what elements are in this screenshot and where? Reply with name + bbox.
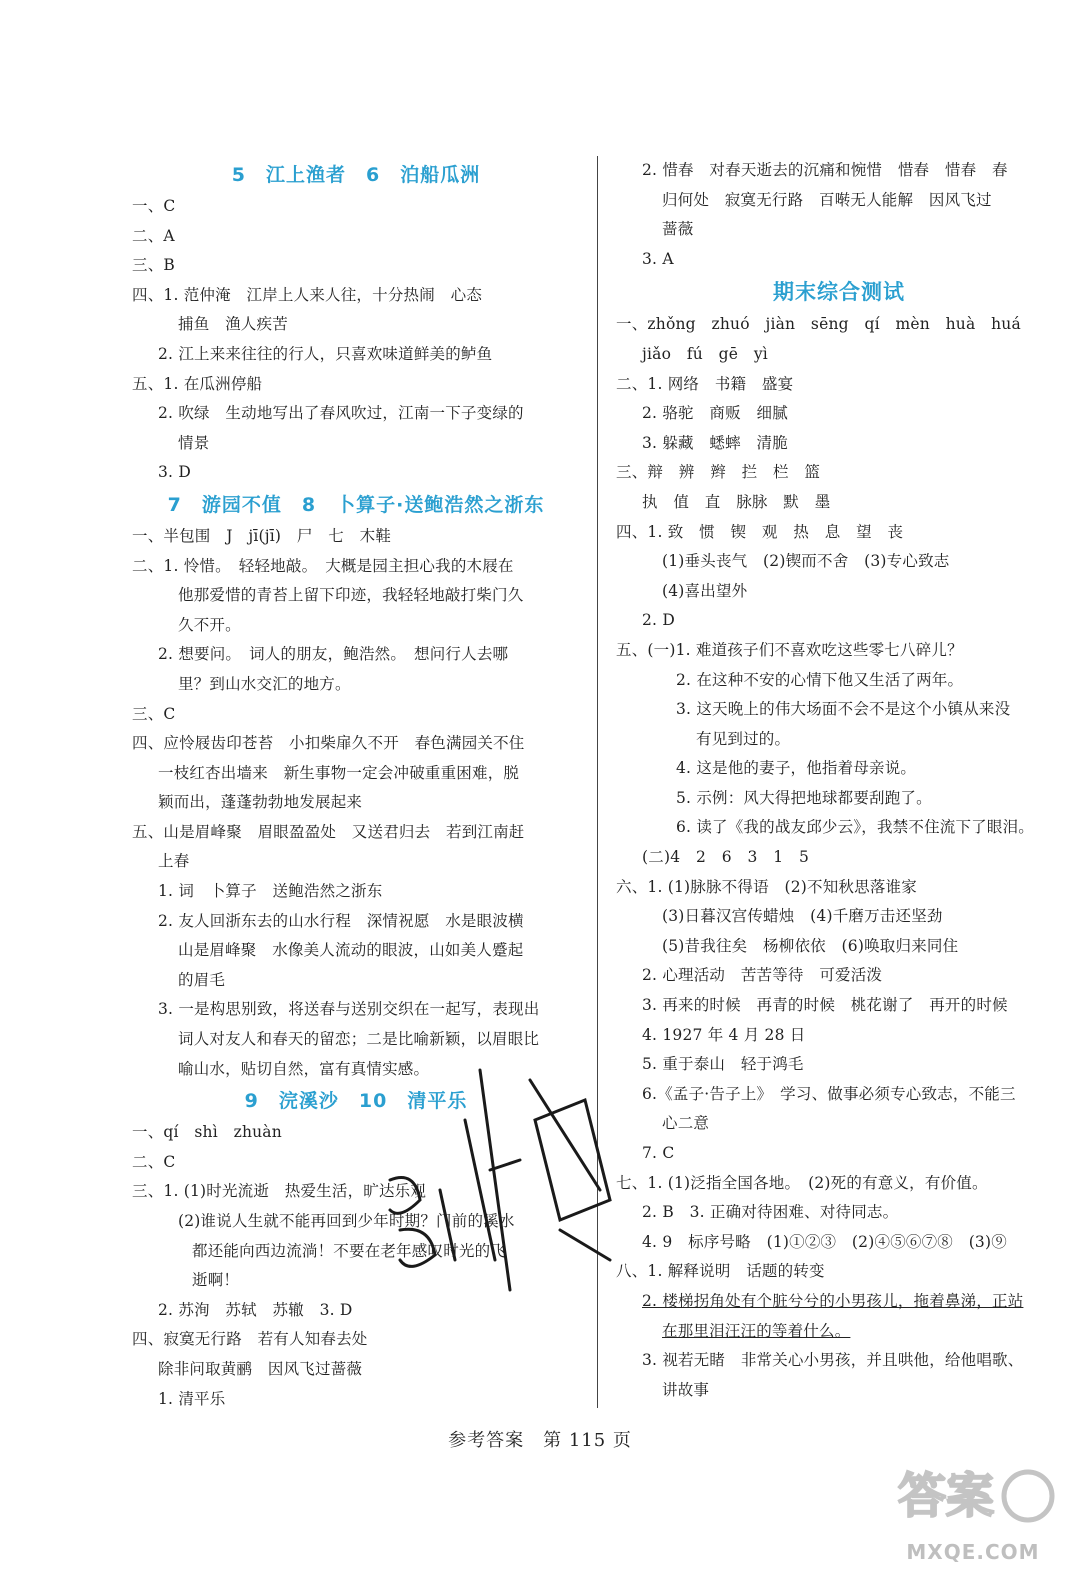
answer-line: 四、寂寞无行路 若有人知春去处: [132, 1330, 368, 1349]
answer-line: 喻山水，贴切自然，富有真情实感。: [178, 1059, 430, 1078]
answer-line: (5)昔我往矣 杨柳依依 (6)唤取归来同住: [662, 936, 959, 955]
answer-line: 里？到山水交汇的地方。: [178, 674, 351, 693]
answer-line: 2. 惜春 对春天逝去的沉痛和惋惜 惜春 惜春 春: [642, 161, 1008, 179]
section-heading: 5 江上渔者 6 泊船瓜洲: [231, 164, 481, 186]
answer-line: 2. D: [642, 611, 675, 630]
answer-line: 山是眉峰聚 水像美人流动的眼波，山如美人蹙起: [178, 941, 524, 960]
answer-line: 1. 词 卜算子 送鲍浩然之浙东: [158, 882, 383, 901]
answer-line: 3. A: [642, 249, 674, 268]
answer-line: (2)谁说人生就不能再回到少年时期？门前的溪水: [178, 1212, 515, 1230]
answer-line: 的眉毛: [178, 970, 226, 989]
answer-line: 二、1. 怜惜。 轻轻地敲。 大概是园主担心我的木屐在: [132, 556, 514, 575]
answer-line: 五、山是眉峰聚 眉眼盈盈处 又送君归去 若到江南赶: [132, 822, 525, 841]
answer-line: 2. 友人回浙东去的山水行程 深情祝愿 水是眼波横: [158, 911, 524, 930]
answer-line: 捕鱼 渔人疾苦: [178, 315, 288, 334]
answer-line: 三、辩 辨 辫 拦 栏 篮: [616, 463, 821, 482]
underlined-text: 2. 楼梯拐角处有个脏兮兮的小男孩儿，拖着鼻涕，正站: [642, 1291, 1024, 1310]
answer-line: 六、1. (1)脉脉不得语 (2)不知秋思落谁家: [616, 877, 917, 896]
answer-line: 6.《孟子·告子上》 学习、做事必须专心致志，不能三: [642, 1084, 1016, 1103]
answer-line: 2. 在这种不安的心情下他又生活了两年。: [676, 670, 964, 689]
svg-text:答案: 答案: [898, 1468, 995, 1524]
answer-line: 一、C: [132, 197, 176, 215]
answer-line: 5. 示例：风大得把地球都要刮跑了。: [676, 788, 932, 807]
section-heading: 7 游园不值 8 卜算子·送鲍浩然之浙东: [167, 493, 545, 516]
page-footer: 参考答案 第 115 页: [448, 1430, 632, 1451]
answer-line: 2. 心理活动 苦苦等待 可爱活泼: [642, 966, 883, 985]
answer-line: 二、1. 网络 书籍 盛宴: [616, 374, 794, 393]
answer-line: 5. 重于泰山 轻于鸿毛: [642, 1055, 804, 1074]
answer-line: 3. 再来的时候 再青的时候 桃花谢了 再开的时候: [642, 996, 1008, 1015]
answer-line: 四、应怜屐齿印苍苔 小扣柴扉久不开 春色满园关不住: [132, 734, 525, 753]
answer-line: 八、1. 解释说明 话题的转变: [616, 1262, 825, 1281]
answer-line: 三、1. (1)时光流逝 热爱生活，旷达乐观: [132, 1182, 427, 1201]
answer-line: 心二意: [662, 1114, 710, 1133]
answer-line: 3. D: [158, 463, 191, 482]
answer-line: 4. 这是他的妻子，他指着母亲说。: [676, 759, 917, 778]
answer-line: 一、半包围 J jī(jī) 尸 七 木鞋: [132, 526, 392, 545]
answer-line: 归何处 寂寞无行路 百啭无人能解 因风飞过: [662, 190, 992, 209]
answer-line: 2. B 3. 正确对待困难、对待同志。: [642, 1203, 899, 1222]
right-column: [616, 156, 1062, 1405]
answer-line: (3)日暮汉宫传蜡烛 (4)千磨万击还坚劲: [662, 907, 943, 926]
answer-line: 一、zhǒng zhuó jiàn sēng qí mèn huà huá: [616, 315, 1021, 334]
answer-line: (4)喜出望外: [662, 581, 748, 600]
answer-line: 2. 苏洵 苏轼 苏辙 3. D: [158, 1300, 353, 1319]
answer-line: 四、1. 范仲淹 江岸上人来人往，十分热闹 心态: [132, 285, 483, 304]
answer-line: 颖而出，蓬蓬勃勃地发展起来: [158, 793, 363, 812]
answer-line: 有见到过的。: [696, 729, 791, 748]
answer-line: 2. 想要问。 词人的朋友，鲍浩然。 想问行人去哪: [158, 645, 509, 664]
answer-line: 2. 吹绿 生动地写出了春风吹过，江南一下子变绿的: [158, 404, 524, 423]
answer-line: 讲故事: [662, 1380, 710, 1399]
answer-line: 3. 这天晚上的伟大场面不会不是这个小镇从来没: [676, 700, 1011, 719]
watermark: [888, 1454, 1058, 1564]
answer-line: [616, 1317, 1062, 1347]
section-heading: 期末综合测试: [773, 280, 905, 305]
answer-line: 7. C: [642, 1144, 675, 1162]
answer-line: [616, 1287, 1062, 1317]
watermark-logo-icon: [888, 1454, 1058, 1534]
answer-line: 他那爱惜的青苔上留下印迹，我轻轻地敲打柴门久: [178, 586, 524, 605]
section-heading: 9 浣溪沙 10 清平乐: [244, 1090, 468, 1113]
answer-line: 三、B: [132, 256, 175, 275]
answer-line: 6. 读了《我的战友邱少云》，我禁不住流下了眼泪。: [676, 818, 1034, 837]
answer-line: 久不开。: [178, 615, 241, 634]
answer-line: 一、qí shì zhuàn: [132, 1123, 282, 1142]
answer-line: 七、1. (1)泛指全国各地。 (2)死的有意义，有价值。: [616, 1173, 988, 1192]
answer-line: 逝啊！: [192, 1271, 240, 1290]
answer-line: 上春: [158, 852, 190, 871]
answer-line: 二、C: [132, 1152, 176, 1171]
answer-line: 除非问取黄鹂 因风飞过蔷薇: [158, 1359, 363, 1378]
answer-line: 三、C: [132, 704, 176, 723]
answer-line: 4. 1927 年 4 月 28 日: [642, 1025, 806, 1044]
answer-line: 2. 骆驼 商贩 细腻: [642, 404, 788, 423]
answer-line: 都还能向西边流淌！不要在老年感叹时光的飞: [192, 1241, 507, 1260]
watermark-text: MXQE.COM: [906, 1540, 1040, 1564]
answer-line: jiǎo fú gē yì: [642, 344, 768, 363]
underlined-text: 在那里泪汪汪的等着什么。: [662, 1321, 851, 1340]
answer-line: 执 值 直 脉脉 默 墨: [642, 492, 831, 511]
answer-line: 一枝红杏出墙来 新生事物一定会冲破重重困难，脱: [158, 763, 520, 782]
answer-line: 蔷薇: [662, 220, 694, 239]
answer-line: 五、1. 在瓜洲停船: [132, 374, 263, 393]
answer-line: 1. 清平乐: [158, 1389, 226, 1408]
answer-line: (1)垂头丧气 (2)锲而不舍 (3)专心致志: [662, 552, 950, 571]
answer-line: 词人对友人和春天的留恋；二是比喻新颖，以眉眼比: [178, 1030, 540, 1049]
answer-line: 情景: [178, 433, 210, 452]
answer-line: 4. 9 标序号略 (1)①②③ (2)④⑤⑥⑦⑧ (3)⑨: [642, 1232, 1007, 1251]
answer-line: 四、1. 致 惯 锲 观 热 息 望 丧: [616, 522, 904, 541]
answer-line: 3. 一是构思别致，将送春与送别交织在一起写，表现出: [158, 1000, 540, 1019]
answer-line: 3. 躲藏 蟋蟀 清脆: [642, 433, 788, 452]
answer-line: 五、(一)1. 难道孩子们不喜欢吃这些零七八碎儿？: [616, 640, 963, 659]
answer-line: 2. 江上来来往往的行人，只喜欢味道鲜美的鲈鱼: [158, 344, 493, 363]
answer-line: 二、A: [132, 226, 175, 245]
answer-line: 3. 视若无睹 非常关心小男孩，并且哄他，给他唱歌、: [642, 1351, 1024, 1370]
answer-line: (二)4 2 6 3 1 5: [642, 848, 810, 867]
handwriting-scribble: [360, 1060, 630, 1300]
